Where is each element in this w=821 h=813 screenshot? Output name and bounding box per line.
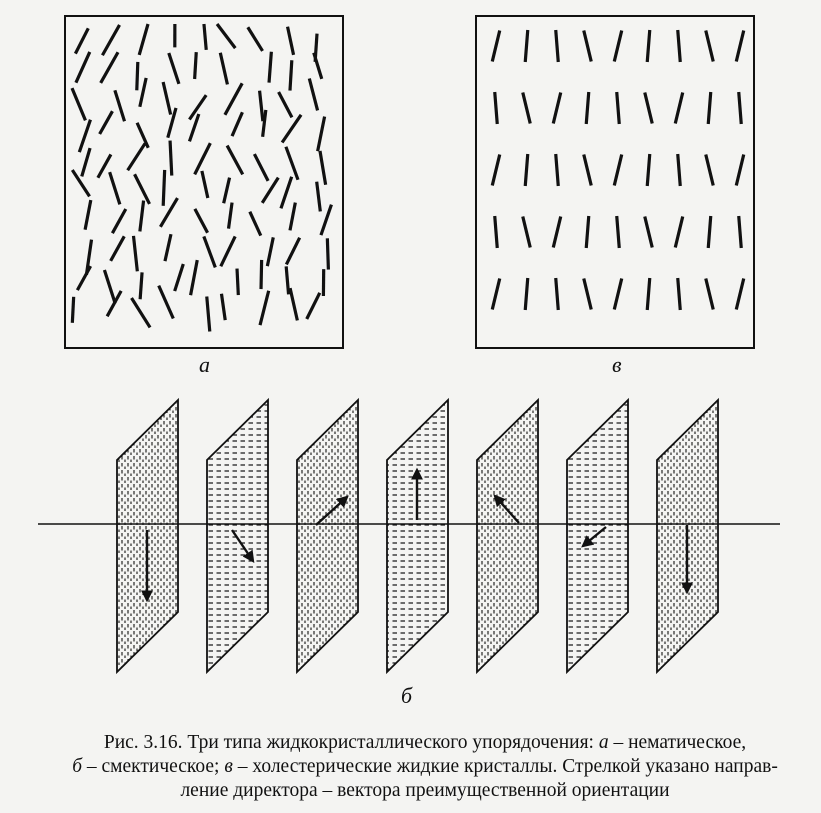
nematic-rod [260, 291, 269, 325]
cholesteric-rod [523, 92, 530, 123]
nematic-rod [112, 209, 125, 233]
cholesteric-rod [678, 30, 681, 62]
nematic-rod [75, 28, 88, 53]
nematic-rod [175, 264, 184, 291]
nematic-rod [165, 234, 171, 261]
nematic-rod [221, 294, 225, 320]
nematic-rod [224, 178, 230, 204]
smectic-layer [297, 400, 358, 672]
nematic-rod [170, 141, 172, 176]
nematic-rod [139, 24, 148, 55]
cholesteric-rod [525, 278, 528, 310]
nematic-rod [104, 270, 115, 304]
nematic-rod [72, 88, 85, 120]
nematic-rod [85, 200, 91, 230]
nematic-rod [128, 143, 145, 170]
nematic-rod [191, 260, 198, 295]
nematic-rod [267, 237, 273, 266]
nematic-rod [227, 146, 243, 175]
caption-line1-text-1: Рис. 3.16. Три типа жидкокристаллического упорядочения: [103, 732, 599, 753]
cholesteric-rod [584, 154, 591, 185]
nematic-rod [282, 115, 301, 143]
nematic-rod [220, 53, 227, 85]
caption-line1-text-2: – нематическое, [608, 732, 747, 753]
cholesteric-rod [556, 30, 559, 62]
cholesteric-rod [614, 278, 621, 309]
nematic-rod [140, 272, 142, 299]
caption-line2-text-1: – смектическое; [82, 756, 225, 777]
panel-v-molecules [492, 30, 743, 310]
nematic-rod [290, 60, 292, 90]
cholesteric-rod [492, 30, 499, 61]
nematic-rod [286, 238, 299, 265]
nematic-rod [159, 286, 174, 319]
cholesteric-rod [678, 154, 681, 186]
panel-v-label: в [612, 352, 622, 377]
panel-a-molecules [72, 24, 331, 332]
caption-line2-b: б [72, 756, 82, 777]
nematic-rod [232, 112, 242, 136]
nematic-rod [248, 27, 263, 51]
nematic-rod [307, 293, 320, 319]
nematic-rod [250, 212, 261, 236]
nematic-rod [132, 298, 151, 327]
smectic-layer [477, 400, 538, 672]
cholesteric-rod [739, 216, 742, 248]
cholesteric-rod [553, 216, 560, 247]
caption-line1-a: а [598, 732, 609, 753]
nematic-rod [229, 203, 233, 229]
cholesteric-rod [706, 278, 713, 309]
cholesteric-rod [614, 154, 621, 185]
cholesteric-rod [736, 30, 743, 61]
cholesteric-rod [584, 30, 591, 61]
caption-line2-text-2: – холестерические жидкие кристаллы. Стрелкой указано направ- [232, 756, 778, 777]
nematic-rod [163, 170, 164, 206]
figure-caption [40, 731, 810, 803]
nematic-rod [101, 52, 118, 83]
nematic-rod [111, 236, 125, 261]
nematic-rod [221, 236, 235, 266]
nematic-rod [133, 236, 137, 271]
nematic-rod [115, 90, 125, 121]
cholesteric-rod [706, 154, 713, 185]
nematic-rod [79, 120, 90, 152]
cholesteric-rod [492, 154, 499, 185]
nematic-rod [140, 201, 144, 232]
nematic-rod [77, 266, 90, 290]
cholesteric-rod [586, 216, 589, 248]
cholesteric-rod [492, 278, 499, 309]
nematic-rod [237, 269, 238, 295]
nematic-rod [76, 52, 90, 83]
nematic-rod [100, 111, 113, 134]
nematic-rod [309, 79, 317, 111]
smectic-layer [387, 400, 448, 672]
nematic-rod [290, 203, 295, 231]
cholesteric-rod [647, 278, 650, 310]
cholesteric-rod [617, 92, 620, 124]
cholesteric-rod [556, 278, 559, 310]
nematic-rod [195, 143, 211, 174]
nematic-rod [107, 291, 121, 316]
caption-line-1 [40, 731, 810, 755]
nematic-rod [163, 82, 171, 115]
nematic-rod [72, 297, 73, 323]
caption-line2-v: в [224, 756, 233, 777]
panel-a-label: а [199, 352, 210, 377]
nematic-rod [135, 174, 150, 204]
nematic-rod [225, 83, 242, 114]
nematic-rod [314, 53, 322, 79]
cholesteric-rod [708, 216, 711, 248]
nematic-rod [321, 205, 331, 236]
nematic-rod [140, 78, 146, 107]
cholesteric-rod [586, 92, 589, 124]
cholesteric-rod [525, 30, 528, 62]
nematic-rod [195, 52, 197, 79]
cholesteric-rod [675, 216, 682, 247]
nematic-rod [317, 182, 321, 212]
caption-line-3: ление директора – вектора преимущественной ориентации [180, 780, 670, 801]
nematic-rod [260, 91, 263, 122]
cholesteric-rod [739, 92, 742, 124]
cholesteric-rod [736, 278, 743, 309]
nematic-rod [261, 260, 262, 289]
cholesteric-rod [556, 154, 559, 186]
smectic-layer [567, 400, 628, 672]
cholesteric-rod [614, 30, 621, 61]
nematic-rod [204, 24, 206, 50]
nematic-rod [262, 178, 278, 203]
cholesteric-rod [584, 278, 591, 309]
cholesteric-rod [645, 92, 652, 123]
nematic-rod [207, 297, 210, 332]
nematic-rod [327, 238, 328, 269]
panel-b-label: б [401, 683, 413, 708]
nematic-rod [110, 172, 120, 204]
cholesteric-rod [523, 216, 530, 247]
caption-line-2 [40, 755, 810, 779]
cholesteric-rod [617, 216, 620, 248]
nematic-rod [269, 52, 271, 83]
nematic-rod [217, 24, 235, 48]
nematic-rod [137, 62, 138, 90]
panel-b-layers [117, 400, 718, 672]
nematic-rod [82, 148, 90, 176]
cholesteric-rod [706, 30, 713, 61]
nematic-rod [102, 25, 119, 55]
cholesteric-rod [647, 30, 650, 62]
nematic-rod [281, 177, 292, 209]
nematic-rod [195, 209, 208, 233]
nematic-rod [318, 117, 325, 152]
nematic-rod [137, 123, 148, 148]
cholesteric-rod [678, 278, 681, 310]
cholesteric-rod [675, 92, 682, 123]
nematic-rod [290, 288, 297, 320]
cholesteric-rod [553, 92, 560, 123]
cholesteric-rod [495, 216, 498, 248]
cholesteric-rod [647, 154, 650, 186]
cholesteric-rod [708, 92, 711, 124]
cholesteric-rod [736, 154, 743, 185]
nematic-rod [204, 236, 215, 267]
cholesteric-rod [645, 216, 652, 247]
nematic-rod [286, 266, 288, 294]
nematic-rod [320, 151, 326, 185]
nematic-rod [279, 92, 292, 117]
nematic-rod [286, 147, 298, 180]
cholesteric-rod [525, 154, 528, 186]
cholesteric-rod [495, 92, 498, 124]
nematic-rod [254, 154, 268, 181]
nematic-rod [288, 27, 294, 55]
nematic-rod [169, 53, 179, 84]
nematic-rod [202, 171, 208, 198]
